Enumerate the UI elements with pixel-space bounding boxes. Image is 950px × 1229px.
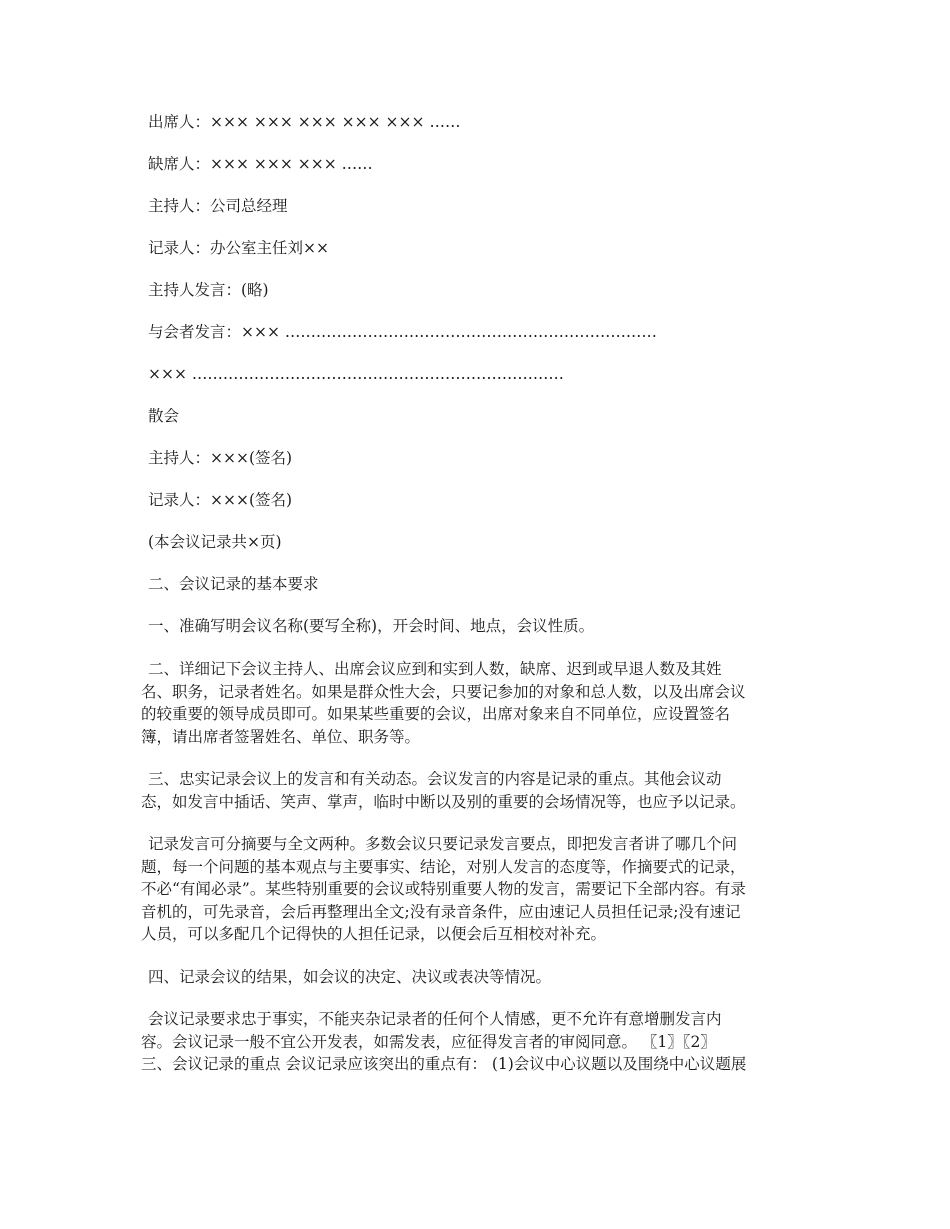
participant-speech-line: 与会者发言：××× ………………………………………………………………: [148, 323, 657, 341]
paragraph-line: 不必“有闻必录”。某些特别重要的会议或特别重要人物的发言，需要记下全部内容。有录: [141, 880, 746, 898]
attendees-line: 出席人：××× ××× ××× ××× ××× ……: [148, 113, 461, 131]
section-heading-key-points: 三、会议记录的重点 会议记录应该突出的重点有： (1)会议中心议题以及围绕中心议题展: [141, 1055, 747, 1073]
recorder-line: 记录人：办公室主任刘××: [148, 239, 329, 257]
paragraph-line: 记录发言可分摘要与全文两种。多数会议只要记录发言要点，即把发言者讲了哪几个问: [148, 835, 738, 853]
page-count-note: (本会议记录共×页): [148, 533, 282, 551]
requirement-item-4: [141, 966, 813, 989]
requirement-item-2: [141, 658, 813, 748]
paragraph-line: 二、详细记下会议主持人、出席会议应到和实到人数，缺席、迟到或早退人数及其姓: [148, 660, 722, 678]
paragraph-line: 人员，可以多配几个记得快的人担任记录，以便会后互相校对补充。: [141, 925, 607, 943]
document-body: [141, 112, 813, 1076]
paragraph-line: 的较重要的领导成员即可。如果某些重要的会议，出席对象来自不同单位，应设置签名: [141, 705, 731, 723]
host-signature-line: 主持人：×××(签名): [148, 449, 293, 467]
speech-recording-paragraph: [141, 833, 813, 946]
paragraph-line: 会议记录要求忠于事实，不能夹杂记录者的任何个人情感，更不允许有意增删发言内: [148, 1010, 722, 1028]
paragraph-line: 音机的，可先录音，会后再整理出全文;没有录音条件，应由速记人员担任记录;没有速记: [141, 902, 741, 921]
paragraph-line: 簿，请出席者签署姓名、单位、职务等。: [141, 727, 421, 746]
absentees-line: 缺席人：××× ××× ××× ……: [148, 155, 373, 173]
host-speech-line: 主持人发言：(略): [148, 281, 269, 299]
paragraph-line: 容。会议记录一般不宜公开发表，如需发表，应征得发言者的审阅同意。 〖1〗〖2〗: [141, 1032, 716, 1051]
adjourn-line: 散会: [148, 407, 180, 425]
recorder-signature-line: 记录人：×××(签名): [148, 491, 293, 509]
paragraph-line: 态，如发言中插话、笑声、掌声，临时中断以及别的重要的会场情况等，也应予以记录。: [141, 792, 746, 811]
host-line: 主持人：公司总经理: [148, 197, 288, 215]
requirement-item-1: 一、准确写明会议名称(要写全称)，开会时间、地点，会议性质。: [148, 617, 595, 635]
requirement-item-3: [141, 768, 813, 813]
fidelity-paragraph: [141, 1008, 813, 1053]
participant-speech-line-2: ××× ………………………………………………………………: [148, 365, 564, 383]
paragraph-line: 题，每一个问题的基本观点与主要事实、结论，对别人发言的态度等，作摘要式的记录，: [141, 857, 746, 876]
paragraph-line: 名、职务，记录者姓名。如果是群众性大会，只要记参加的对象和总人数，以及出席会议: [141, 682, 746, 701]
paragraph-line: 四、记录会议的结果，如会议的决定、决议或表决等情况。: [148, 967, 552, 986]
paragraph-line: 三、忠实记录会议上的发言和有关动态。会议发言的内容是记录的重点。其他会议动: [148, 770, 722, 788]
section-heading-requirements: 二、会议记录的基本要求: [148, 575, 319, 593]
